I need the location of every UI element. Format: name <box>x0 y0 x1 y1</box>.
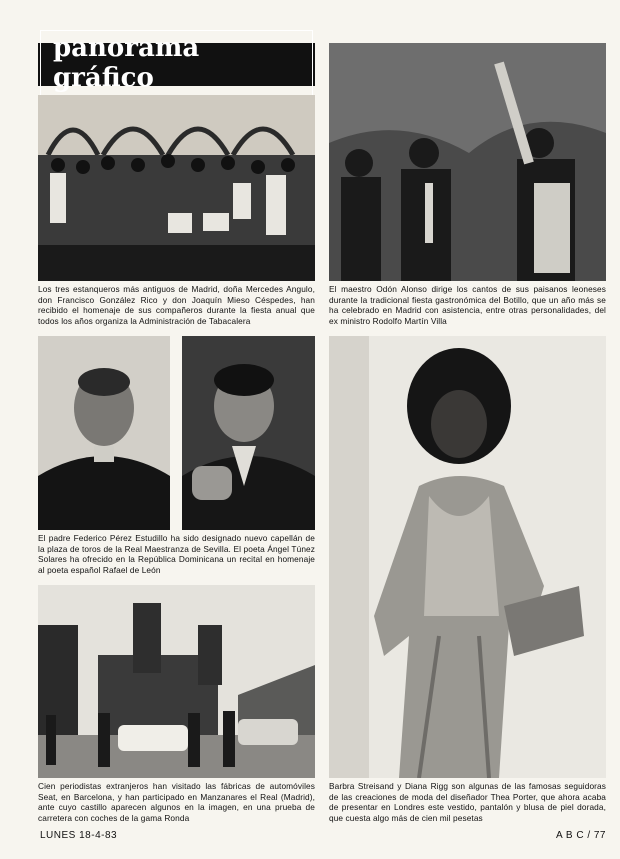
photo-thea-porter-dress <box>329 336 606 778</box>
photo-angel-tunez <box>182 336 315 530</box>
caption-periodistas: Cien periodistas extranjeros han visitado las fábricas de automóviles Seat, en Barcelona, y han participado en Manzanares el Real (Madrid), ante cuyo castillo aparecen algunos en la imagen, en una prueba de carretera con coches de la gama Ronda <box>38 781 315 823</box>
caption-streisand: Barbra Streisand y Diana Rigg son algunas de las famosas seguidoras de las creaciones de moda del diseñador Thea Porter, que ahora acaba de presentar en Londres este vestido, pantalón y blusa de piel dorada, que cuesta algo más de cien mil pesetas <box>329 781 606 823</box>
footer-page-number: A B C / 77 <box>555 830 606 841</box>
caption-padre-federico: El padre Federico Pérez Estudillo ha sido designado nuevo capellán de la plaza de toros de la Real Maestranza de Sevilla. El poeta Ángel Túnez Solares ha ofrecido en la República Dominicana un recital en homenaje al poeta español Rafael de León <box>38 533 315 575</box>
photo-castillo-manzanares <box>38 585 315 778</box>
photo-odon-alonso <box>329 43 606 281</box>
section-title: panorama gráfico <box>40 30 313 99</box>
photo-estanqueros <box>38 95 315 281</box>
photo-padre-federico <box>38 336 170 530</box>
caption-estanqueros: Los tres estanqueros más antiguos de Madrid, doña Mercedes Angulo, don Francisco González Rico y don Joaquín Mieso Céspedes, han recibido el homenaje de sus compañeros durante la fiesta anual que todos los años organiza la Administración de Tabacalera <box>38 284 315 326</box>
caption-odon-alonso: El maestro Odón Alonso dirige los cantos de sus paisanos leoneses durante la tradicional fiesta gastronómica del Botillo, que un año más se ha celebrado en Madrid con asistencia, entre otras personalidades, del ex ministro Rodolfo Martín Villa <box>329 284 606 326</box>
section-banner <box>38 33 315 93</box>
footer-date: LUNES 18-4-83 <box>40 830 118 841</box>
